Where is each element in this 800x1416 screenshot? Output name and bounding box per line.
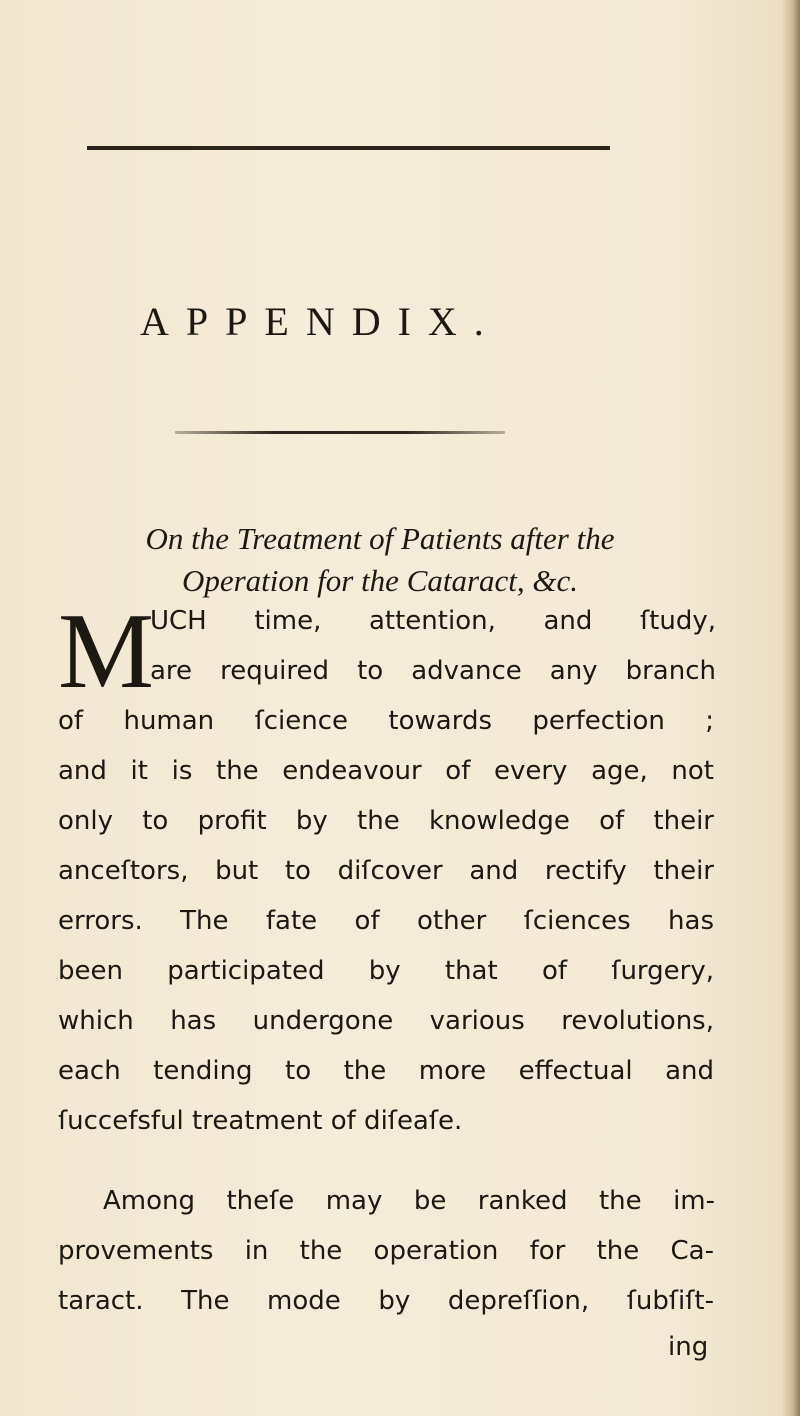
subtitle-line-2: Operation for the Cataract, &c. bbox=[181, 563, 579, 598]
paragraph-2-line-1: Among theſe may be ranked the im- bbox=[103, 1186, 715, 1216]
catchword: ing bbox=[668, 1332, 709, 1362]
page-edge bbox=[782, 0, 800, 1416]
paragraph-1-line-3: of human ſcience towards perfection ; bbox=[58, 706, 714, 736]
drop-cap: M bbox=[58, 592, 155, 711]
paragraph-1-line-8: been participated by that of ſurgery, bbox=[58, 956, 714, 986]
paragraph-1-line-6: anceſtors, but to diſcover and rectify their bbox=[58, 856, 714, 886]
section-heading: APPENDIX. bbox=[140, 299, 501, 344]
heading-rule bbox=[175, 431, 505, 434]
paragraph-1-line-2: are required to advance any branch bbox=[150, 656, 716, 686]
paragraph-1-line-5: only to profit by the knowledge of their bbox=[58, 806, 714, 836]
top-rule bbox=[87, 146, 610, 150]
subtitle-line-1: On the Treatment of Patients after the bbox=[145, 521, 615, 556]
paragraph-1-line-4: and it is the endeavour of every age, not bbox=[58, 756, 714, 786]
paragraph-1-line-9: which has undergone various revolutions, bbox=[58, 1006, 714, 1036]
paragraph-2-line-2: provements in the operation for the Ca- bbox=[58, 1236, 714, 1266]
paragraph-2-line-3: taract. The mode by depreſſion, ſubſiſt- bbox=[58, 1286, 714, 1316]
paragraph-1-line-1: UCH time, attention, and ſtudy, bbox=[150, 606, 716, 636]
paragraph-1-line-7: errors. The fate of other ſciences has bbox=[58, 906, 714, 936]
paragraph-1-line-11: ſuccefsful treatment of diſeaſe. bbox=[58, 1106, 463, 1136]
paragraph-1-line-10: each tending to the more effectual and bbox=[58, 1056, 714, 1086]
